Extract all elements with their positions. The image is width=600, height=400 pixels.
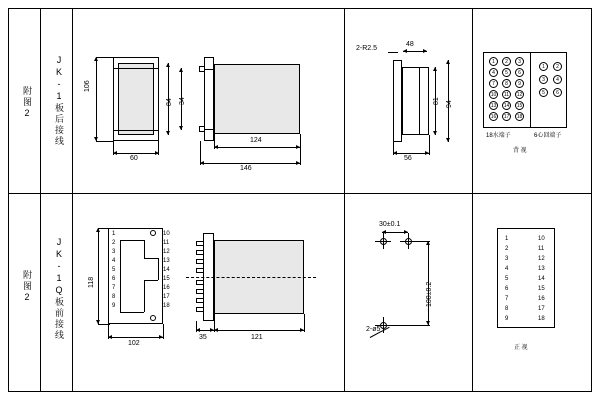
r2-side-pin-1: [196, 241, 204, 246]
frame-bottom: [8, 391, 592, 392]
r1-dim56-ext-l: [393, 142, 394, 155]
r1-dim48-arrow-l: [403, 49, 407, 53]
r1-cut-label-r25: 2-R2.5: [356, 45, 378, 52]
r1-dim94-arrow-t: [446, 60, 450, 64]
r2-front-step-v4: [144, 280, 145, 312]
term-num-4: 4: [505, 266, 509, 272]
r1-dim-84: 84: [166, 98, 173, 106]
frame-right: [591, 8, 592, 392]
r1-dim146-ext-l: [200, 141, 201, 165]
terminal-3: 3: [515, 57, 524, 66]
term-num-6: 6: [505, 286, 509, 292]
pin-right-16: 16: [163, 285, 170, 291]
terminal-13: 13: [490, 103, 497, 109]
terminal-16: 16: [490, 114, 497, 120]
r1-dim146-line: [200, 163, 300, 164]
terminal-1: 1: [489, 57, 498, 66]
r2-dim-100: 100±0.2: [426, 281, 433, 307]
col-divider-1: [40, 8, 41, 392]
r2-front-step-v2: [144, 240, 145, 258]
r1-side-line-a: [204, 69, 214, 70]
pin-right-11: 11: [163, 240, 170, 246]
r1-dim106-ext-bot: [96, 141, 114, 142]
term-num-16: 16: [538, 296, 545, 302]
term-num-15: 15: [538, 286, 545, 292]
r1-dim124-ext-r: [300, 134, 301, 149]
r1-dim-124: 124: [250, 137, 262, 144]
r1-dim84-arrow-top: [166, 63, 170, 67]
row1-label-left: 附图2: [22, 86, 32, 120]
frame-left: [8, 8, 9, 392]
aux-terminal-3: 3: [539, 75, 548, 84]
r2-dim-121: 121: [251, 334, 263, 341]
pin-right-18: 18: [163, 303, 170, 309]
r2-dim35-ext-l: [196, 321, 197, 332]
r2-front-hole-bottom: [150, 315, 156, 321]
r1-dim146-ext-r: [300, 148, 301, 165]
pin-left-2: 2: [112, 240, 116, 246]
r2-dim102-ext-l: [108, 324, 109, 339]
r1-dim60-ext-l: [113, 141, 114, 155]
terminal-18: 18: [516, 114, 523, 120]
r2-dim-102: 102: [128, 340, 140, 347]
r1-front-line-b: [113, 130, 159, 131]
r1-side-line-b: [204, 129, 214, 130]
r1-cut-left: [393, 60, 402, 142]
r1-term-right-caption: 6心回端子: [534, 133, 562, 139]
r2-hole-top-right: [405, 238, 412, 245]
r2-dim121-arrow-l: [214, 328, 218, 332]
terminal-7: 7: [489, 79, 498, 88]
r2-dim-35: 35: [199, 334, 207, 341]
r1-dim56-line: [393, 153, 429, 154]
r1-dim48-arrow-r: [423, 49, 427, 53]
aux-terminal-1: 1: [539, 62, 548, 71]
pin-left-9: 9: [112, 303, 116, 309]
r1-cut-leader: [388, 52, 398, 53]
r2-side-pin-8: [196, 307, 204, 312]
term-num-2: 2: [505, 246, 509, 252]
r2-side-pin-2: [196, 250, 204, 255]
term-num-13: 13: [538, 266, 545, 272]
r1-term-left-grid: [489, 57, 527, 123]
term-num-17: 17: [538, 306, 545, 312]
r2-dim118-line: [98, 228, 99, 324]
r1-dim60-line: [113, 153, 159, 154]
r2-front-right-pins: [163, 230, 170, 311]
r1-dim94-arrow-b: [446, 138, 450, 142]
r2-side-centerline: [186, 277, 316, 278]
r1-dim60-ext-r: [158, 141, 159, 155]
terminal-4: 4: [489, 68, 498, 77]
r2-dim-118: 118: [88, 276, 95, 288]
terminal-14: 14: [503, 103, 510, 109]
terminal-17: 17: [503, 114, 510, 120]
terminal-9: 9: [515, 79, 524, 88]
r1-front-inner: [118, 63, 154, 135]
r2-term-right-col: [538, 234, 545, 324]
terminal-6: 6: [515, 68, 524, 77]
term-num-1: 1: [505, 236, 509, 242]
r2-side-pin-3: [196, 259, 204, 264]
pin-right-12: 12: [163, 249, 170, 255]
term-num-12: 12: [538, 256, 545, 262]
pin-left-8: 8: [112, 294, 116, 300]
r1-dim106-line: [96, 57, 97, 141]
col-divider-3: [344, 8, 345, 392]
r2-dim102-ext-r: [163, 324, 164, 339]
r1-dim-56: 56: [404, 155, 412, 162]
term-num-5: 5: [505, 276, 509, 282]
r1-dim-94: 94: [446, 100, 453, 108]
terminal-11: 11: [503, 92, 510, 98]
row2-label-model: JK-1Q板前接线: [54, 237, 64, 341]
col-divider-2: [72, 8, 73, 392]
r2-dim121-ext-r: [304, 314, 305, 332]
r1-cut-inner-line: [419, 67, 420, 135]
pin-left-4: 4: [112, 258, 116, 264]
term-num-8: 8: [505, 306, 509, 312]
r2-side-pin-7: [196, 298, 204, 303]
r1-dim56-ext-r: [429, 135, 430, 155]
aux-terminal-6: 6: [553, 88, 562, 97]
pin-right-15: 15: [163, 276, 170, 282]
r1-dim124-ext-l: [214, 134, 215, 149]
r1-dim-146: 146: [240, 165, 252, 172]
terminal-5: 5: [502, 68, 511, 77]
r1-dim-106: 106: [84, 80, 91, 92]
pin-right-10: 10: [163, 231, 170, 237]
r1-dim34-arrow-top: [179, 68, 183, 72]
r2-dim118-ext-t: [98, 228, 110, 229]
r2-dim100-ext-b: [390, 325, 430, 326]
r1-dim-60: 60: [130, 155, 138, 162]
row1-label-model: JK-1板后接线: [54, 55, 64, 147]
r1-dim106-ext-top: [96, 57, 114, 58]
row2-label-left: 附图2: [22, 270, 32, 304]
terminal-15: 15: [516, 103, 523, 109]
frame-top: [8, 8, 592, 9]
r1-dim124-line: [214, 147, 300, 148]
r1-dim-48: 48: [406, 41, 414, 48]
term-num-14: 14: [538, 276, 545, 282]
r1-front-line-a: [113, 68, 159, 69]
r2-term-left-col: [505, 234, 508, 324]
r2-front-step-v3: [158, 258, 159, 280]
r2-front-step-h3: [144, 280, 158, 281]
r2-front-step-h2: [144, 258, 158, 259]
r2-front-hole-top: [150, 230, 156, 236]
r1-term-left-caption: 18水端子: [486, 133, 511, 139]
r1-dim81-arrow-b: [433, 131, 437, 135]
term-num-3: 3: [505, 256, 509, 262]
aux-terminal-4: 4: [553, 75, 562, 84]
aux-terminal-5: 5: [539, 88, 548, 97]
r1-side-body: [214, 64, 300, 134]
r1-dim-81: 81: [433, 97, 440, 105]
r2-dim100-ext-t: [412, 241, 430, 242]
r2-front-step-v1: [120, 240, 121, 312]
r2-dim-30: 30±0.1: [379, 221, 401, 228]
r2-dim-hole: 2-ø5: [366, 326, 381, 333]
r2-front-outline: [108, 228, 163, 324]
col-divider-4: [472, 8, 473, 392]
r1-term-right-grid: [539, 62, 563, 106]
terminal-12: 12: [516, 92, 523, 98]
r2-dim102-line: [108, 337, 163, 338]
terminal-8: 8: [502, 79, 511, 88]
pin-left-1: 1: [112, 231, 116, 237]
r1-term-bottom-caption: 背 视: [513, 148, 527, 154]
r2-front-left-pins: [112, 230, 115, 311]
r2-hole-top: [380, 238, 387, 245]
r2-front-step-h1: [120, 240, 144, 241]
r1-dim34-arrow-bot: [179, 126, 183, 130]
r2-side-pin-6: [196, 289, 204, 294]
term-num-9: 9: [505, 316, 509, 322]
pin-left-7: 7: [112, 285, 116, 291]
row-divider: [8, 193, 592, 194]
term-num-7: 7: [505, 296, 509, 302]
pin-left-5: 5: [112, 267, 116, 273]
r2-side-pin-5: [196, 280, 204, 285]
r2-dim121-line: [214, 330, 304, 331]
r1-dim84-arrow-bot: [166, 131, 170, 135]
r1-cut-body: [402, 67, 429, 135]
r1-dim-34: 34: [179, 97, 186, 105]
terminal-2: 2: [502, 57, 511, 66]
r2-front-step-h4: [120, 312, 144, 313]
r2-side-pin-4: [196, 268, 204, 273]
r1-dim81-arrow-t: [433, 67, 437, 71]
pin-left-3: 3: [112, 249, 116, 255]
pin-left-6: 6: [112, 276, 116, 282]
pin-right-13: 13: [163, 258, 170, 264]
term-num-11: 11: [538, 246, 545, 252]
aux-terminal-2: 2: [553, 62, 562, 71]
term-num-10: 10: [538, 236, 545, 242]
pin-right-17: 17: [163, 294, 170, 300]
terminal-10: 10: [490, 92, 497, 98]
term-num-18: 18: [538, 316, 545, 322]
r1-term-split: [530, 52, 531, 128]
r2-term-bottom-caption: 正 视: [514, 345, 528, 351]
pin-right-14: 14: [163, 267, 170, 273]
